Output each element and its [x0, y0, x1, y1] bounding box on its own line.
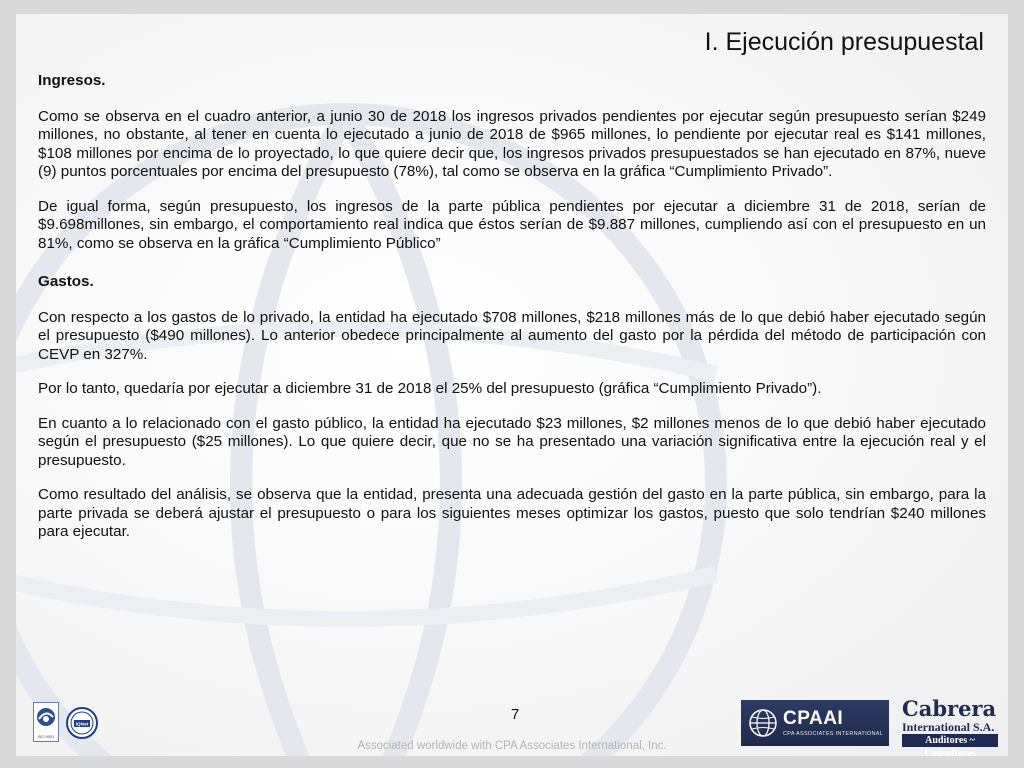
footer-note: Associated worldwide with CPA Associates International, Inc. — [357, 740, 667, 752]
gastos-paragraph-1: Con respecto a los gastos de lo privado, la entidad ha ejecutado $708 millones, $218 millones más de lo que debió haber ejecutado según el presupuesto ($490 millones). Lo anterior obedece principalmente al aumento del gasto por la pérdida del método de participación con CEVP en 327%. — [38, 308, 986, 363]
cpaai-subtitle: CPA ASSOCIATES INTERNATIONAL — [783, 731, 884, 737]
ingresos-heading: Ingresos. — [38, 72, 106, 89]
slide-body — [38, 72, 986, 558]
gastos-paragraph-3: En cuanto a lo relacionado con el gasto público, la entidad ha ejecutado $23 millones, $2 millones menos de lo que debió haber ejecutado según el presupuesto ($25 millones). Lo que quiere decir, que no se ha presentado una variación significativa entre la ejecución real y el presupuesto. — [38, 414, 986, 469]
iqnet-icon — [68, 709, 96, 737]
iqnet-label: IQNet — [75, 722, 89, 728]
ingresos-paragraph-2: De igual forma, según presupuesto, los ingresos de la parte pública pendientes por ejecutar a diciembre 31 de 2018, serían de $9.698millones, sin embargo, el comportamiento real indica que éstos serían de $9.887 millones, cumpliendo así con el presupuesto en un 81%, como se observa en la gráfica “Cumplimiento Público” — [38, 197, 986, 252]
page-number: 7 — [511, 706, 520, 723]
slide-title: I. Ejecución presupuestal — [704, 28, 984, 56]
cabrera-tagline: Auditores ~ Consultores — [902, 734, 998, 747]
globe-icon — [747, 707, 779, 739]
slide — [16, 14, 1008, 756]
conclusion-paragraph: Como resultado del análisis, se observa que la entidad, presenta una adecuada gestión del gasto en la parte pública, sin embargo, para la parte privada se deberá ajustar el presupuesto o para los siguientes meses optimizar los gastos, puesto que solo tendrían $240 millones para ejecutar. — [38, 486, 986, 540]
iso-label: ISO 9001 — [37, 734, 55, 739]
iso-certification-logo — [33, 702, 59, 742]
cabrera-logo — [900, 696, 1000, 756]
cabrera-name: Cabrera — [902, 696, 997, 721]
cpaai-logo — [741, 700, 889, 746]
cabrera-international: International S.A. — [902, 720, 995, 734]
gastos-heading: Gastos. — [38, 273, 94, 290]
cpaai-name: CPAAI — [783, 708, 844, 729]
iqnet-logo — [66, 707, 98, 739]
ingresos-paragraph-1: Como se observa en el cuadro anterior, a junio 30 de 2018 los ingresos privados pendientes por ejecutar según presupuesto serían $249 millones, no obstante, al tener en cuenta lo ejecutado a junio de 2018 de $965 millones, lo pendiente por ejecutar real es $141 millones, $108 millones por encima de lo proyectado, lo que quiere decir que, los ingresos privados presupuestados se han ejecutado en 87%, nueve (9) puntos porcentuales por encima del presupuesto (78%), tal como se observa en la gráfica “Cumplimiento Privado”. — [38, 107, 986, 180]
gastos-paragraph-2: Por lo tanto, quedaría por ejecutar a diciembre 31 de 2018 el 25% del presupuesto (gráfica “Cumplimiento Privado”). — [38, 380, 822, 397]
iso-certification-icon — [34, 705, 58, 733]
